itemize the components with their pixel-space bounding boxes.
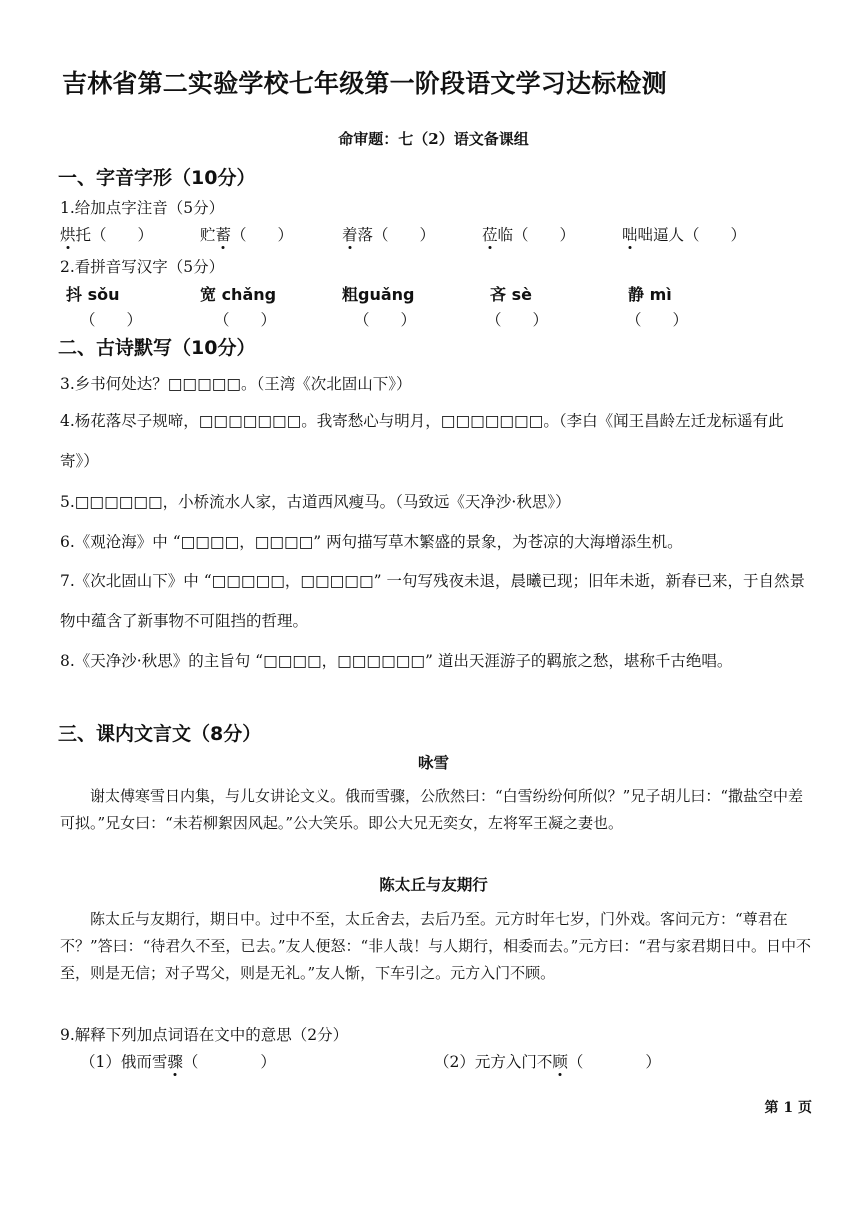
q2-pinyin-2: 宽 chǎng xyxy=(200,285,277,304)
page-number: 第 1 页 xyxy=(764,1100,812,1116)
q2-blank-2: （ ） xyxy=(214,311,277,329)
question-4: 4.杨花落尽子规啼，□□□□□□□。我寄愁心与明月，□□□□□□□。（李白《闻王昌龄左迁龙标遥有此寄》） xyxy=(60,412,784,470)
question-8: 8.《天净沙·秋思》的主旨句 “□□□□，□□□□□□” 道出天涯游子的羁旅之愁，堪称千古绝唱。 xyxy=(60,652,733,670)
q1-item-5: 咄咄逼人（ ） xyxy=(622,226,747,244)
q2-pinyin-4: 吝 sè xyxy=(490,285,532,304)
subtitle: 命审题：七（2）语文备课组 xyxy=(338,130,529,148)
q1-item-4: 莅临（ ） xyxy=(482,226,576,244)
q1-item-3: 着落（ ） xyxy=(342,226,436,244)
section-1-heading: 一、字音字形（10分） xyxy=(58,167,256,189)
question-5: 5.□□□□□□，小桥流水人家，古道西风瘦马。（马致远《天净沙·秋思》） xyxy=(60,493,571,511)
question-6: 6.《观沧海》中 “□□□□，□□□□” 两句描写草木繁盛的景象，为苍凉的大海增添生机。 xyxy=(60,533,683,551)
q2-pinyin-3: 粗guǎng xyxy=(342,285,415,304)
question-3: 3.乡书何处达？□□□□□。（王湾《次北固山下》） xyxy=(60,375,412,393)
q2-blank-1: （ ） xyxy=(80,311,143,329)
q2-pinyin-1: 抖 sǒu xyxy=(66,285,120,304)
question-9-label: 9.解释下列加点词语在文中的意思（2分） xyxy=(60,1026,349,1044)
poem-1-text: 谢太傅寒雪日内集，与儿女讲论文义。俄而雪骤，公欣然曰：“白雪纷纷何所似？”兄子胡儿曰：“撒盐空中差可拟。”兄女曰：“未若柳絮因风起。”公大笑乐。即公大兄无奕女，左将军王凝之妻也。 xyxy=(60,787,804,832)
page-title: 吉林省第二实验学校七年级第一阶段语文学习达标检测 xyxy=(62,69,667,98)
q2-blank-5: （ ） xyxy=(626,311,689,329)
section-3-heading: 三、课内文言文（8分） xyxy=(58,723,262,745)
poem-2-text: 陈太丘与友期行，期日中。过中不至，太丘舍去，去后乃至。元方时年七岁，门外戏。客问元方：“尊君在不？”答曰：“待君久不至，已去。”友人便怒：“非人哉！与人期行，相委而去。”元方曰：“君与家君期日中。日中不至，则是无信；对子骂父，则是无礼。”友人惭，下车引之。元方入门不顾。 xyxy=(60,910,812,982)
question-1-label: 1.给加点字注音（5分） xyxy=(60,199,225,217)
poem-1-title: 咏雪 xyxy=(417,753,449,772)
q1-item-1: 烘托（ ） xyxy=(60,226,154,244)
q1-item-2: 贮蓄（ ） xyxy=(200,226,294,244)
question-2-label: 2.看拼音写汉字（5分） xyxy=(60,258,225,276)
q2-pinyin-5: 静 mì xyxy=(628,285,672,304)
poem-2-title: 陈太丘与友期行 xyxy=(379,875,488,894)
q9-item-1: （1）俄而雪骤（ ） xyxy=(80,1053,276,1071)
section-2-heading: 二、古诗默写（10分） xyxy=(58,337,256,359)
question-7: 7.《次北固山下》中 “□□□□□，□□□□□” 一句写残夜未退，晨曦已现；旧年未逝，新春已来，于自然景物中蕴含了新事物不可阻挡的哲理。 xyxy=(60,572,805,630)
q2-blank-4: （ ） xyxy=(486,311,549,329)
q9-item-2: （2）元方入门不顾（ ） xyxy=(434,1053,661,1071)
q2-blank-3: （ ） xyxy=(354,311,417,329)
